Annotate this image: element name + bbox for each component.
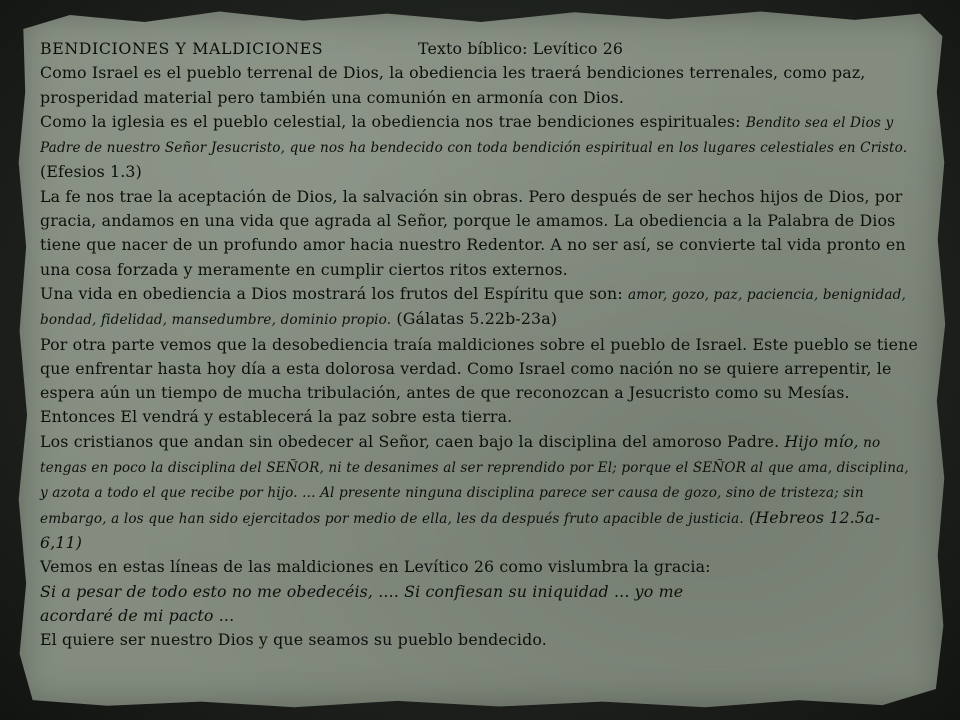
heading-line — [40, 37, 920, 61]
paragraph-discipline — [40, 430, 920, 555]
paragraph-church-intro: Como la iglesia es el pueblo celestial, la obediencia nos trae bendiciones espirituales: — [40, 111, 746, 131]
leviticus-quote-line2: acordaré de mi pacto ... — [40, 605, 235, 625]
paragraph-grace: Vemos en estas líneas de las maldiciones en Levítico 26 como vislumbra la gracia: — [40, 557, 711, 577]
hebrews-quote: no tengas en poco la disciplina del SEÑOR, ni te desanimes al ser reprendido por El; porque el SEÑOR al que ama, disciplina, y azota a todo el que recibe por hijo. ... Al presente ninguna disciplina parece ser causa de gozo, sino de tristeza; sin embargo, a los que han sido ejercitados por medio de ella, les da después fruto apacible de justicia. — [40, 434, 909, 527]
hebrews-reference: (Hebreos 12.5a-6,11) — [40, 507, 881, 552]
paragraph-faith: La fe nos trae la aceptación de Dios, la salvación sin obras. Pero después de ser hechos hijos de Dios, por gracia, andamos en una vida que agrada al Señor, porque le amamos. La obediencia a la Palabra de Dios tiene que nacer de un profundo amor hacia nuestro Redentor. A no ser así, se convierte tal vida pronto en una cosa forzada y meramente en cumplir ciertos ritos externos. — [40, 186, 906, 279]
paragraph-israel: Como Israel es el pueblo terrenal de Dios, la obediencia les traerá bendiciones terrenales, como paz, prosperidad material pero también una comunión en armonía con Dios. — [40, 63, 866, 107]
galatians-quote: amor, gozo, paz, paciencia, benignidad, bondad, fidelidad, mansedumbre, dominio propio. — [40, 286, 906, 329]
hebrews-quote-lead: Hijo mío, — [784, 431, 859, 451]
ephesians-reference: (Efesios 1.3) — [40, 162, 142, 182]
paragraph-disobedience: Por otra parte vemos que la desobediencia traía maldiciones sobre el pueblo de Israel. Este pueblo se tiene que enfrentar hasta hoy día a esta dolorosa verdad. Como Israel como nación no se quiere arrepentir, le espera aún un tiempo de mucha tribulación, antes de que reconozcan a Jesucristo como su Mesías. Entonces El vendrá y establecerá la paz sobre esta tierra. — [40, 334, 918, 427]
galatians-reference: (Gálatas 5.22b-23a) — [391, 309, 558, 329]
leviticus-quote-line1: Si a pesar de todo esto no me obedecéis, .... Si confiesan su iniquidad ... yo me — [40, 581, 684, 601]
paragraph-fruits — [40, 282, 920, 333]
scripture-reference: Texto bíblico: Levítico 26 — [418, 39, 624, 58]
document-body — [40, 37, 920, 652]
paragraph-discipline-intro: Los cristianos que andan sin obedecer al Señor, caen bajo la disciplina del amoroso Padre. — [40, 431, 785, 451]
document-title: BENDICIONES Y MALDICIONES — [40, 39, 324, 58]
paragraph-fruits-intro: Una vida en obediencia a Dios mostrará los frutos del Espíritu que son: — [40, 283, 629, 303]
paragraph-church — [40, 110, 920, 185]
ephesians-quote: Bendito sea el Dios y Padre de nuestro Señor Jesucristo, que nos ha bendecido con toda bendición espiritual en los lugares celestiales en Cristo. — [40, 114, 908, 157]
paragraph-conclusion: El quiere ser nuestro Dios y que seamos su pueblo bendecido. — [40, 630, 547, 650]
